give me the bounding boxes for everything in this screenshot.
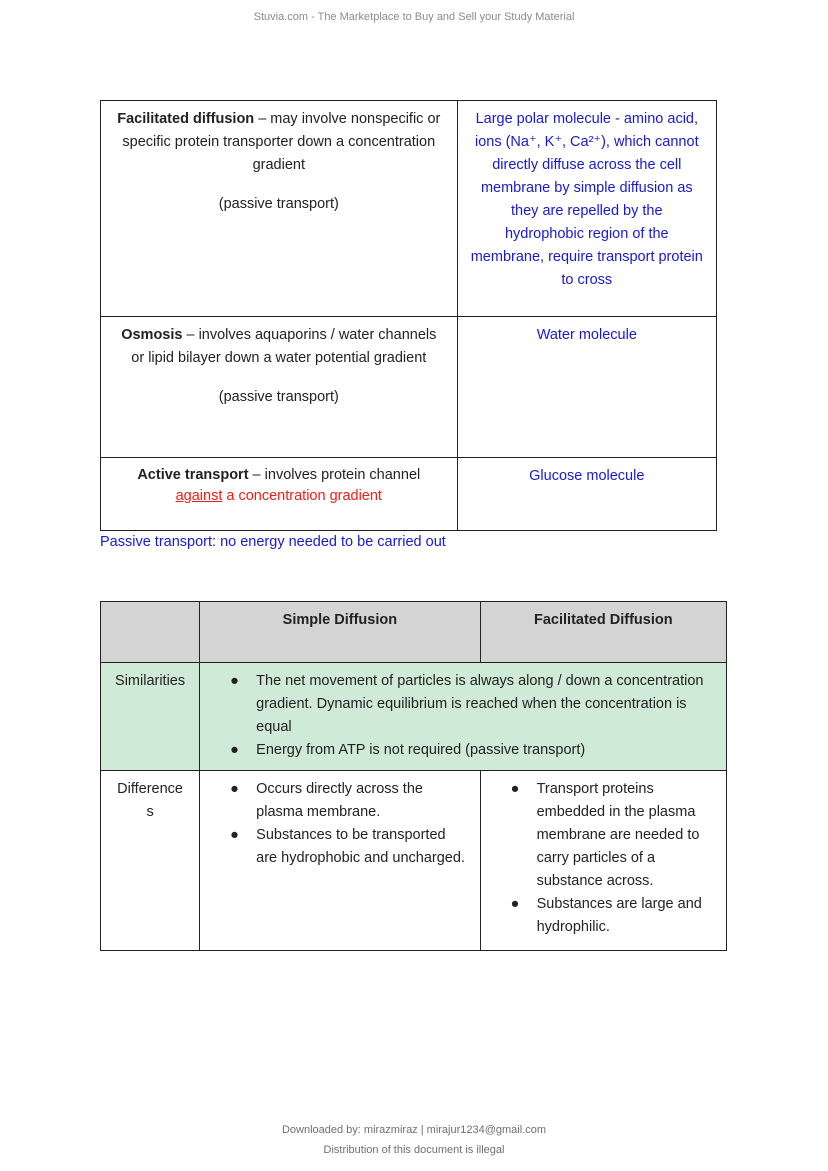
- list-item-text: The net movement of particles is always along / down a concentration gradient. Dynamic equilibrium is reached when the concentration is equal: [256, 673, 704, 735]
- list-item: [511, 778, 716, 893]
- term-description-rest: a concentration gradient: [222, 488, 382, 504]
- example-text: Water molecule: [536, 327, 637, 343]
- example-cell: [457, 458, 716, 531]
- example-text: Glucose molecule: [529, 468, 645, 484]
- row-label-cell: [101, 663, 200, 771]
- example-cell: [457, 317, 716, 458]
- list-item: [230, 824, 469, 870]
- transport-method-cell: [101, 101, 458, 317]
- term: Osmosis: [121, 327, 183, 343]
- bullet-icon: ●: [230, 781, 239, 797]
- term-description: – involves aquaporins / water channels or lipid bilayer down a water potential gradient: [131, 327, 437, 366]
- transport-table: [100, 100, 717, 531]
- column-heading: Simple Diffusion: [282, 612, 398, 628]
- footer-distribution-notice: Distribution of this document is illegal: [323, 1144, 505, 1156]
- header-empty-cell: [101, 602, 200, 663]
- passive-transport-note: Passive transport: no energy needed to be carried out: [100, 534, 446, 550]
- bullet-icon: ●: [230, 742, 239, 758]
- list-item: [230, 670, 716, 739]
- list-item: [230, 778, 469, 824]
- table-row: [101, 101, 717, 317]
- example-text: Large polar molecule - amino acid, ions (Na⁺, K⁺, Ca²⁺), which cannot directly diffuse across the cell membrane by simple diffusion as they are repelled by the hydrophobic region of the membrane, require transport protein to cross: [470, 111, 703, 288]
- similarities-cell: [200, 663, 727, 771]
- row-label: Difference: [117, 781, 183, 797]
- list-item: [511, 893, 716, 939]
- list-item-text: Transport proteins embedded in the plasma membrane are needed to carry particles of a substance across.: [536, 781, 700, 889]
- facilitated-differences-cell: [480, 771, 726, 951]
- row-label-cell: [101, 771, 200, 951]
- transport-method-cell: [101, 458, 458, 531]
- similarities-list: [200, 663, 726, 770]
- simple-differences-list: [200, 771, 479, 880]
- list-item-text: Occurs directly across the plasma membrane.: [256, 781, 423, 820]
- list-item: [230, 739, 716, 762]
- term-description: – involves protein channel: [248, 467, 421, 483]
- transport-type: (passive transport): [218, 196, 339, 212]
- column-heading: Facilitated Diffusion: [534, 612, 673, 628]
- emphasis-against: against: [175, 488, 223, 504]
- list-item-text: Energy from ATP is not required (passive transport): [256, 742, 586, 758]
- table-row: [101, 317, 717, 458]
- page-header: Stuvia.com - The Marketplace to Buy and Sell your Study Material: [253, 11, 575, 23]
- similarities-row: [101, 663, 727, 771]
- comparison-table: [100, 601, 727, 951]
- transport-method-cell: [101, 317, 458, 458]
- footer-download-info: Downloaded by: mirazmiraz | mirajur1234@gmail.com: [281, 1124, 547, 1136]
- term-description: – may involve nonspecific or specific protein transporter down a concentration gradient: [122, 111, 441, 173]
- bullet-icon: ●: [230, 673, 239, 689]
- header-row: [101, 602, 727, 663]
- list-item-text: Substances are large and hydrophilic.: [536, 896, 702, 935]
- term: Active transport: [137, 467, 249, 483]
- header-simple-diffusion: [200, 602, 480, 663]
- bullet-icon: ●: [230, 827, 239, 843]
- term: Facilitated diffusion: [117, 111, 255, 127]
- facilitated-differences-list: [481, 771, 726, 949]
- row-label-wrap: s: [146, 804, 154, 820]
- transport-type: (passive transport): [218, 389, 339, 405]
- row-label: Similarities: [115, 673, 186, 689]
- example-cell: [457, 101, 716, 317]
- list-item-text: Substances to be transported are hydrophobic and uncharged.: [256, 827, 465, 866]
- simple-differences-cell: [200, 771, 480, 951]
- bullet-icon: ●: [510, 896, 520, 912]
- table-row: [101, 458, 717, 531]
- differences-row: [101, 771, 727, 951]
- bullet-icon: ●: [510, 781, 520, 797]
- header-facilitated-diffusion: [480, 602, 726, 663]
